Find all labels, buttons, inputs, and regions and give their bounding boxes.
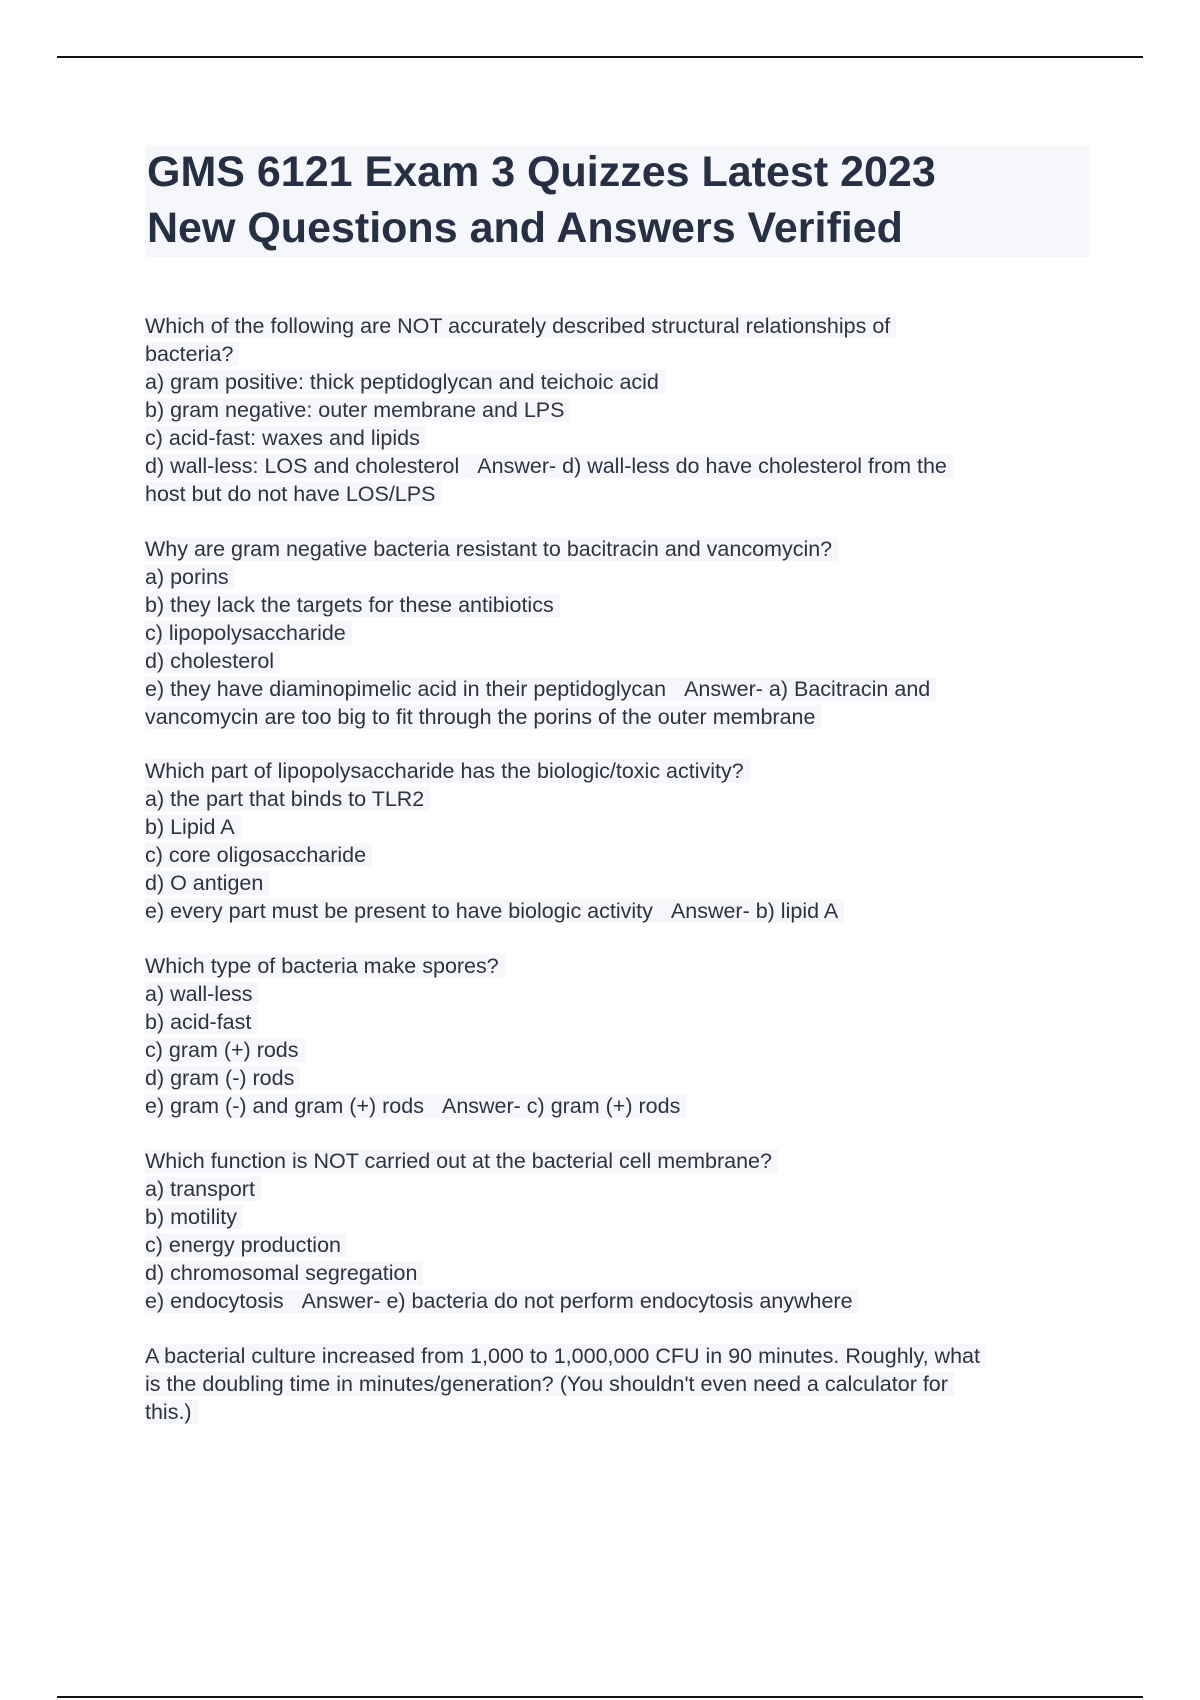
question-text: Which part of lipopolysaccharide has the biologic/toxic activity? [145, 759, 750, 783]
answer-text: Answer- d) wall-less do have cholesterol from the [477, 454, 947, 478]
option-b: b) Lipid A [145, 815, 241, 839]
question-6 [145, 1342, 1095, 1426]
question-5 [145, 1147, 1095, 1315]
option-a: a) porins [145, 565, 235, 589]
header-rule [57, 56, 1143, 58]
question-text: Which function is NOT carried out at the bacterial cell membrane? [145, 1149, 778, 1173]
title-line-2: New Questions and Answers Verified [147, 204, 903, 252]
answer-text: Answer- b) lipid A [670, 899, 839, 923]
option-c: c) lipopolysaccharide [145, 621, 352, 645]
option-a: a) the part that binds to TLR2 [145, 787, 430, 811]
question-text: A bacterial culture increased from 1,000 to 1,000,000 CFU in 90 minutes. Roughly, what [145, 1344, 986, 1368]
question-1 [145, 312, 1095, 508]
option-e: e) every part must be present to have biologic activity [145, 899, 653, 923]
question-4 [145, 952, 1095, 1120]
option-a: a) gram positive: thick peptidoglycan and teichoic acid [145, 370, 665, 394]
answer-text: Answer- a) Bacitracin and [684, 677, 931, 701]
answer-text: Answer- e) bacteria do not perform endocytosis anywhere [301, 1289, 853, 1313]
option-d: d) cholesterol [145, 649, 280, 673]
answer-continuation: vancomycin are too big to fit through the porins of the outer membrane [145, 705, 821, 729]
option-b: b) gram negative: outer membrane and LPS [145, 398, 570, 422]
question-3 [145, 757, 1095, 925]
option-e: e) endocytosis [145, 1289, 284, 1313]
option-e: e) gram (-) and gram (+) rods [145, 1094, 424, 1118]
option-c: c) gram (+) rods [145, 1038, 305, 1062]
answer-continuation: host but do not have LOS/LPS [145, 482, 441, 506]
question-2 [145, 535, 1095, 731]
answer-text: Answer- c) gram (+) rods [441, 1094, 681, 1118]
footer-rule [57, 1696, 1143, 1698]
question-text: Why are gram negative bacteria resistant to bacitracin and vancomycin? [145, 537, 838, 561]
option-e: e) they have diaminopimelic acid in their peptidoglycan [145, 677, 667, 701]
option-b: b) they lack the targets for these antibiotics [145, 593, 560, 617]
question-text: this.) [145, 1400, 198, 1424]
option-c: c) core oligosaccharide [145, 843, 372, 867]
option-d: d) gram (-) rods [145, 1066, 300, 1090]
page-title [145, 145, 1090, 257]
title-line-1: GMS 6121 Exam 3 Quizzes Latest 2023 [147, 148, 936, 196]
option-b: b) acid-fast [145, 1010, 257, 1034]
option-b: b) motility [145, 1205, 243, 1229]
question-text: Which type of bacteria make spores? [145, 954, 505, 978]
option-d: d) wall-less: LOS and cholesterol [145, 454, 460, 478]
question-text: is the doubling time in minutes/generation? (You shouldn't even need a calculator for [145, 1372, 954, 1396]
option-c: c) acid-fast: waxes and lipids [145, 426, 426, 450]
option-d: d) O antigen [145, 871, 269, 895]
question-text: Which of the following are NOT accurately described structural relationships of [145, 314, 896, 338]
option-a: a) wall-less [145, 982, 259, 1006]
option-c: c) energy production [145, 1233, 347, 1257]
question-text: bacteria? [145, 342, 239, 366]
option-a: a) transport [145, 1177, 261, 1201]
option-d: d) chromosomal segregation [145, 1261, 423, 1285]
